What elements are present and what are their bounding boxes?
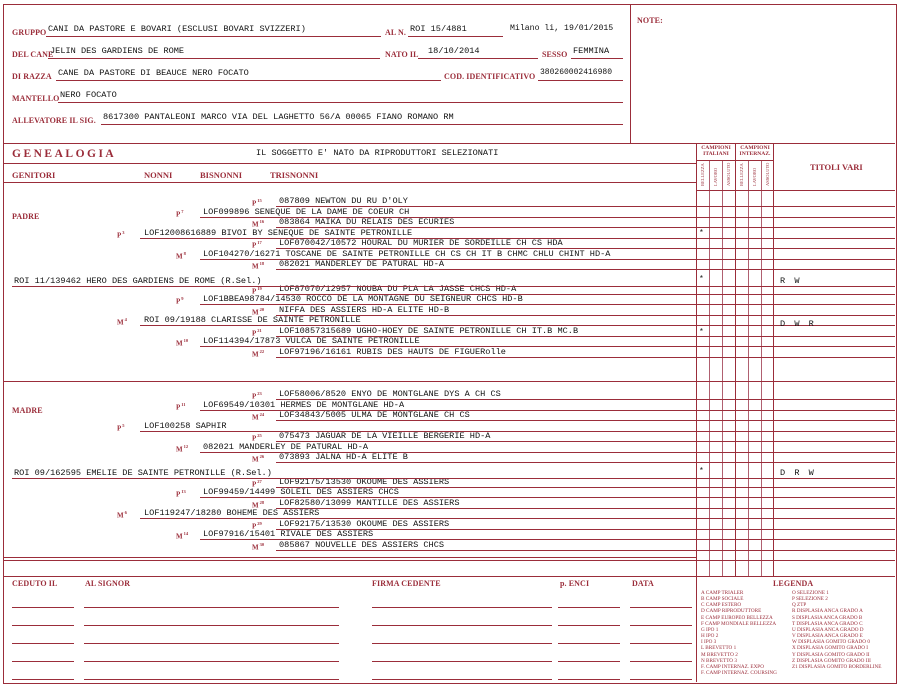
ancestor-name: LOF92175/13530 OKOUME DES ASSIERS <box>279 518 450 529</box>
campioni-sub-rule <box>696 160 773 161</box>
ancestor-position-number: 21 <box>257 327 262 333</box>
cx-assoluto: ASSOLUTO <box>765 162 770 186</box>
ancestor-rule <box>140 431 895 432</box>
mantello-underline <box>58 102 623 103</box>
cx-lavoro: LAVORO <box>752 167 757 186</box>
campioni-mid-border <box>735 143 736 576</box>
ceduto-label: CEDUTO IL <box>12 579 58 588</box>
ancestor-rule <box>276 420 895 421</box>
star-mark: * <box>699 275 704 284</box>
ancestor-position-letter: P <box>252 241 257 250</box>
ci-col-1 <box>709 160 710 576</box>
ancestor-position-tag <box>117 510 127 519</box>
col-header-rule <box>4 182 696 183</box>
titoli-vari-label: TITOLI VARI <box>810 162 863 172</box>
madre-name-rule <box>12 478 895 479</box>
ancestor-name: LOF58006/8520 ENYO DE MONTGLANE DYS A CH CS <box>279 389 501 399</box>
legenda-item: T DISPLASIA ANCA GRADO C <box>792 620 863 627</box>
legenda-item: Z DISPLASIA GOMITO GRADO III <box>792 657 871 664</box>
ancestor-position-number: 4 <box>124 317 127 322</box>
legenda-item: A CAMP TRIALER <box>701 590 744 596</box>
nato-underline <box>418 58 538 59</box>
ancestor-position-letter: P <box>252 392 257 401</box>
ancestor-position-tag <box>252 349 264 358</box>
ci-bellezza: BELLEZZA <box>700 163 705 186</box>
footer-blank-line <box>630 661 692 662</box>
ancestor-name: LOF12008616889 BIVOI BY SENEQUE DE SAINTE PETRONILLE <box>144 227 413 238</box>
ancestor-position-letter: P <box>252 479 257 488</box>
legenda-item: Q ZTP <box>792 602 807 609</box>
col-genitori: GENITORI <box>12 170 56 180</box>
ancestor-position-tag <box>252 412 264 421</box>
ancestor-position-letter: M <box>117 511 124 520</box>
ancestor-name: LOF100258 SAPHIR <box>144 420 227 431</box>
padre-label: PADRE <box>12 212 40 221</box>
aln-underline <box>408 36 503 37</box>
ancestor-position-number: 23 <box>257 391 262 396</box>
ancestor-rule <box>276 269 895 270</box>
ancestor-position-letter: M <box>252 542 259 551</box>
padre-name: ROI 11/139462 HERO DES GARDIENS DE ROME (R.Sel.) <box>14 276 262 286</box>
footer-blank-line <box>372 607 552 608</box>
legenda-item: D CAMP RIPRODUTTORE <box>701 608 762 615</box>
campioni-internaz-label: CAMPIONI INTERNAZ. <box>739 145 771 157</box>
ancestor-position-letter: P <box>176 490 181 499</box>
ancestor-position-letter: P <box>252 328 257 337</box>
sesso-value: FEMMINA <box>573 46 610 56</box>
legenda-item: M BREVETTO 2 <box>701 651 738 658</box>
allevatore-label: ALLEVATORE IL SIG. <box>12 116 96 125</box>
ancestor-position-tag <box>117 317 127 326</box>
footer-blank-line <box>558 661 620 662</box>
footer-blank-line <box>12 625 74 626</box>
ancestor-position-number: 12 <box>183 443 189 449</box>
legenda-item: H IPO 2 <box>701 633 719 640</box>
ancestor-position-number: 24 <box>259 412 265 417</box>
legenda-item: O SELEZIONE 1 <box>792 590 829 596</box>
ancestor-position-letter: M <box>252 307 259 316</box>
campioni-header-rule <box>696 190 895 191</box>
al-signor-label: AL SIGNOR <box>85 579 131 588</box>
ancestor-position-number: 27 <box>257 478 262 484</box>
legenda-border <box>696 576 697 682</box>
ancestor-position-number: 19 <box>257 285 262 291</box>
genealogia-title-rule <box>4 163 696 164</box>
ancestor-name: 075473 JAGUAR DE LA VIEILLE BERGERIE HD-A <box>279 431 491 441</box>
nato-value: 18/10/2014 <box>428 46 480 56</box>
firma-label: FIRMA CEDENTE <box>372 579 441 588</box>
ancestor-position-letter: M <box>252 220 259 229</box>
legenda-right <box>792 590 881 670</box>
ancestor-name: LOF97916/15401 RIVALE DES ASSIERS <box>203 529 374 539</box>
ancestor-position-number: 9 <box>181 296 184 301</box>
footer-blank-line <box>12 679 74 680</box>
ancestor-name: LOF104270/16271 TOSCANE DE SAINTE PETRONILLE CH CS CH IT B CHMC CHLU CHINT HD-A <box>203 248 611 259</box>
ancestor-rule <box>276 315 895 316</box>
legenda-item: Y DISPLASIA GOMITO GRADO II <box>792 651 870 658</box>
ancestor-position-letter: M <box>252 413 259 422</box>
ci-col-2 <box>722 160 723 576</box>
ancestor-name: LOF10857315689 UGHO-HOEY DE SAINTE PETRONILLE CH IT.B MC.B <box>279 325 579 336</box>
campioni-right-border <box>773 143 774 576</box>
ancestor-position-number: 22 <box>259 348 265 354</box>
ancestor-position-number: 8 <box>183 250 186 256</box>
genealogia-title: GENEALOGIA <box>12 148 117 160</box>
data-label: DATA <box>632 579 654 588</box>
campioni-italiani-label: CAMPIONI ITALIANI <box>701 145 731 157</box>
cod-value: 380260002416980 <box>540 68 613 77</box>
footer-blank-line <box>558 625 620 626</box>
allevatore-underline <box>101 124 623 125</box>
ancestor-name: LOF82580/13099 MANTILLE DES ASSIERS <box>279 497 460 508</box>
footer-blank-line <box>372 661 552 662</box>
ancestor-position-letter: M <box>252 500 259 509</box>
ancestor-position-number: 28 <box>259 499 265 505</box>
ancestor-position-tag <box>252 261 264 270</box>
legenda-item: G IPO 1 <box>701 626 719 633</box>
ancestor-position-number: 18 <box>259 261 265 266</box>
ancestor-position-number: 17 <box>257 240 262 245</box>
legenda-item: R DISPLASIA ANCA GRADO A <box>792 608 863 615</box>
legenda-item: B CAMP SOCIALE <box>701 596 744 603</box>
ci-assoluto: ASSOLUTO <box>726 162 731 186</box>
ancestor-name: 083864 MAIKA DU RELAIS DES ECURIES <box>279 217 455 227</box>
cx-bellezza: BELLEZZA <box>739 163 744 186</box>
ancestor-name: NIFFA DES ASSIERS HD-A ELITE HD-B <box>279 304 450 315</box>
ancestor-position-number: 13 <box>181 489 186 494</box>
ancestor-position-tag <box>176 296 184 305</box>
aln-value: ROI 15/4881 <box>410 24 467 34</box>
ancestor-rule <box>276 357 895 358</box>
ancestor-position-tag <box>176 251 186 260</box>
ancestor-position-tag <box>176 209 184 218</box>
ancestor-position-letter: M <box>176 339 183 348</box>
ancestor-position-letter: P <box>252 286 257 295</box>
footer-blank-line <box>630 607 692 608</box>
ancestor-position-number: 26 <box>259 454 265 459</box>
ancestor-position-number: 30 <box>259 541 265 547</box>
ancestor-position-letter: P <box>117 230 122 239</box>
footer-blank-line <box>558 643 620 644</box>
mantello-label: MANTELLO <box>12 94 60 103</box>
razza-label: DI RAZZA <box>12 72 52 81</box>
cx-col-2 <box>761 160 762 576</box>
header-bottom-rule <box>4 143 895 144</box>
ancestor-rule <box>140 518 895 519</box>
ancestor-position-letter: P <box>176 297 181 306</box>
ancestor-name: LOF92175/13530 OKOUME DES ASSIERS <box>279 476 450 487</box>
legenda-item: P SELEZIONE 2 <box>792 596 828 603</box>
ancestor-rule <box>276 462 895 463</box>
ancestor-position-letter: M <box>176 251 183 260</box>
col-bisnonni: BISNONNI <box>200 170 243 180</box>
footer-blank-line <box>84 607 339 608</box>
madre-bottom-rule-1 <box>4 557 696 558</box>
ancestor-name: LOF099896 SENEQUE DE LA DAME DE COEUR CH <box>203 206 410 217</box>
sesso-underline <box>571 58 623 59</box>
cod-label: COD. IDENTIFICATIVO <box>444 72 536 81</box>
ancestor-position-number: 10 <box>183 338 189 343</box>
ancestor-position-tag <box>176 531 188 540</box>
ancestor-position-number: 16 <box>259 219 265 224</box>
legenda-item: F. CAMP INTERNAZ. EXPO <box>701 663 764 670</box>
legenda-item: N BREVETTO 3 <box>701 657 737 664</box>
ancestor-position-tag <box>252 454 264 463</box>
campioni-left-border <box>696 143 697 576</box>
star-mark: * <box>699 328 704 337</box>
ancestor-position-letter: P <box>252 521 257 530</box>
place-date: Milano li, 19/01/2015 <box>510 24 614 33</box>
ancestor-position-number: 11 <box>181 401 186 407</box>
madre-name: ROI 09/162595 EMELIE DE SAINTE PETRONILLE (R.Sel.) <box>14 468 272 478</box>
ancestor-name: LOF119247/18280 BOHEME DES ASSIERS <box>144 508 320 518</box>
ancestor-position-number: 6 <box>124 510 127 515</box>
ancestor-position-letter: M <box>117 318 124 327</box>
ancestor-position-letter: M <box>176 532 183 541</box>
ancestor-name: 087809 NEWTON DU RU D'OLY <box>279 196 408 206</box>
nato-label: NATO IL <box>385 50 419 59</box>
gruppo-underline <box>46 36 381 37</box>
footer-blank-line <box>84 679 339 680</box>
legenda-item: Z1 DISPLASIA GOMITO BORDERLINE <box>792 663 882 670</box>
ancestor-name: 085867 NOUVELLE DES ASSIERS CHCS <box>279 539 445 550</box>
ancestor-position-letter: P <box>176 402 181 411</box>
genealogia-subtitle: IL SOGGETTO E' NATO DA RIPRODUTTORI SELEZIONATI <box>256 148 499 158</box>
star-mark: * <box>699 229 704 238</box>
footer-blank-line <box>630 679 692 680</box>
pedigree-form <box>3 4 897 684</box>
razza-value: CANE DA PASTORE DI BEAUCE NERO FOCATO <box>58 68 249 78</box>
footer-blank-line <box>84 643 339 644</box>
ancestor-position-letter: P <box>252 434 257 443</box>
ancestor-position-number: 14 <box>183 531 189 536</box>
footer-blank-line <box>630 643 692 644</box>
gruppo-label: GRUPPO <box>12 28 47 37</box>
ancestor-name: LOF34843/5005 ULMA DE MONTGLANE CH CS <box>279 410 470 420</box>
ancestor-position-tag <box>176 444 188 453</box>
madre-label: MADRE <box>12 406 43 415</box>
ancestor-position-number: 20 <box>259 306 265 312</box>
ancestor-name: 073893 JALNA HD-A ELITE B <box>279 452 408 462</box>
legenda-title: LEGENDA <box>773 579 814 588</box>
footer-blank-line <box>630 625 692 626</box>
legenda-item: W DISPLASIA GOMITO GRADO 0 <box>792 639 870 646</box>
footer-blank-line <box>372 643 552 644</box>
ancestor-position-tag <box>176 489 186 498</box>
gruppo-value: CANI DA PASTORE E BOVARI (ESCLUSI BOVARI SVIZZERI) <box>48 24 306 34</box>
legenda-item: I IPO 3 <box>701 639 717 646</box>
padre-name-rule <box>12 286 895 287</box>
footer-blank-line <box>372 679 552 680</box>
ancestor-name: LOF97196/16161 RUBIS DES HAUTS DE FIGUERolle <box>279 346 506 357</box>
ancestor-position-number: 29 <box>257 520 262 526</box>
ancestor-position-letter: P <box>176 209 181 218</box>
legenda-item: F CAMP MONDIALE BELLEZZA <box>701 620 777 627</box>
ancestor-position-letter: P <box>252 199 257 208</box>
legenda-item: E CAMP EUROPEO BELLEZZA <box>701 614 773 621</box>
ancestor-rule <box>276 508 895 509</box>
legenda-item: F. CAMP INTERNAZ. COURSING <box>701 670 777 677</box>
madre-bottom-rule-2 <box>4 560 895 561</box>
mantello-value: NERO FOCATO <box>60 90 117 100</box>
ancestor-position-number: 5 <box>122 422 125 428</box>
legenda-item: X DISPLASIA GOMITO GRADO I <box>792 645 868 652</box>
cane-underline <box>48 58 380 59</box>
legenda-item: V DISPLASIA ANCA GRADO E <box>792 633 863 640</box>
ancestor-name: LOF1BBEA98784/14530 ROCCO DE LA MONTAGNE DU SEIGNEUR CHCS HD-B <box>203 294 523 304</box>
footer-blank-line <box>84 661 339 662</box>
ancestor-position-letter: P <box>117 423 122 432</box>
col-trisnonni: TRISNONNI <box>270 170 319 180</box>
ancestor-name: LOF114394/17873 VULCA DE SAINTE PETRONILLE <box>203 336 420 346</box>
ci-lavoro: LAVORO <box>713 167 718 186</box>
col-nonni: NONNI <box>144 170 173 180</box>
ancestor-position-tag <box>252 542 264 551</box>
padre-titoli: R W <box>780 276 802 286</box>
legenda-item: C CAMP ESTERO <box>701 602 742 609</box>
legenda-item: L BREVETTO 1 <box>701 645 737 652</box>
footer-blank-line <box>372 625 552 626</box>
ancestor-position-tag <box>176 402 186 411</box>
ancestor-position-tag <box>117 230 125 239</box>
padre-madre-divider <box>4 381 895 382</box>
ancestor-name: LOF87070/12957 NOUBA DU PLA LA JASSE CHCS HD-A <box>279 283 517 294</box>
footer-blank-line <box>12 661 74 662</box>
note-divider <box>630 5 631 143</box>
star-mark: * <box>699 467 704 476</box>
legenda-item: U DISPLASIA ANCA GRADO D <box>792 626 864 633</box>
enci-label: p. ENCI <box>560 579 590 588</box>
ancestor-name: LOF69549/10301 HERMES DE MONTGLANE HD-A <box>203 399 405 410</box>
ancestor-position-number: 3 <box>122 229 125 235</box>
ancestor-position-tag <box>176 338 188 347</box>
legenda-left <box>701 590 777 676</box>
madre-titoli: D R W <box>780 468 816 478</box>
ancestor-position-letter: M <box>252 262 259 271</box>
clarisse-titoli: D W R <box>780 319 816 329</box>
ancestor-position-number: 25 <box>257 433 262 438</box>
footer-blank-line <box>12 643 74 644</box>
ancestor-name: LOF99459/14499 SOLEIL DES ASSIERS CHCS <box>203 487 399 497</box>
note-label: NOTE: <box>637 16 663 25</box>
ancestor-position-number: 15 <box>257 198 262 203</box>
cane-value: JELIN DES GARDIENS DE ROME <box>50 46 185 56</box>
ancestor-name: ROI 09/19188 CLARISSE DE SAINTE PETRONILLE <box>144 315 361 325</box>
legenda-item: S DISPLASIA ANCA GRADO B <box>792 614 863 621</box>
footer-blank-line <box>84 625 339 626</box>
ancestor-rule <box>276 550 895 551</box>
ancestor-rule <box>276 441 895 442</box>
aln-label: AL N. <box>385 28 406 37</box>
ancestor-position-letter: M <box>176 444 183 453</box>
ancestor-name: 082021 MANDERLEY DE PATURAL HD-A <box>203 441 369 452</box>
ancestor-position-number: 7 <box>181 208 184 214</box>
footer-blank-line <box>558 679 620 680</box>
ancestor-position-letter: M <box>252 455 259 464</box>
razza-underline <box>56 80 441 81</box>
allevatore-value: 8617300 PANTALEONI MARCO VIA DEL LAGHETTO 56/A 00065 FIANO ROMANO RM <box>103 112 454 122</box>
footer-top-rule <box>4 576 895 577</box>
ancestor-position-tag <box>117 423 125 432</box>
ancestor-name: 082021 MANDERLEY DE PATURAL HD-A <box>279 259 445 269</box>
ancestor-position-letter: M <box>252 349 259 358</box>
sesso-label: SESSO <box>542 50 568 59</box>
cod-underline <box>538 80 623 81</box>
footer-blank-line <box>558 607 620 608</box>
cx-col-1 <box>748 160 749 576</box>
footer-blank-line <box>12 607 74 608</box>
ancestor-name: LOF070042/10572 HOURAL DU MURIER DE SORDEILLE CH CS HDA <box>279 238 563 248</box>
cane-label: DEL CANE <box>12 50 54 59</box>
